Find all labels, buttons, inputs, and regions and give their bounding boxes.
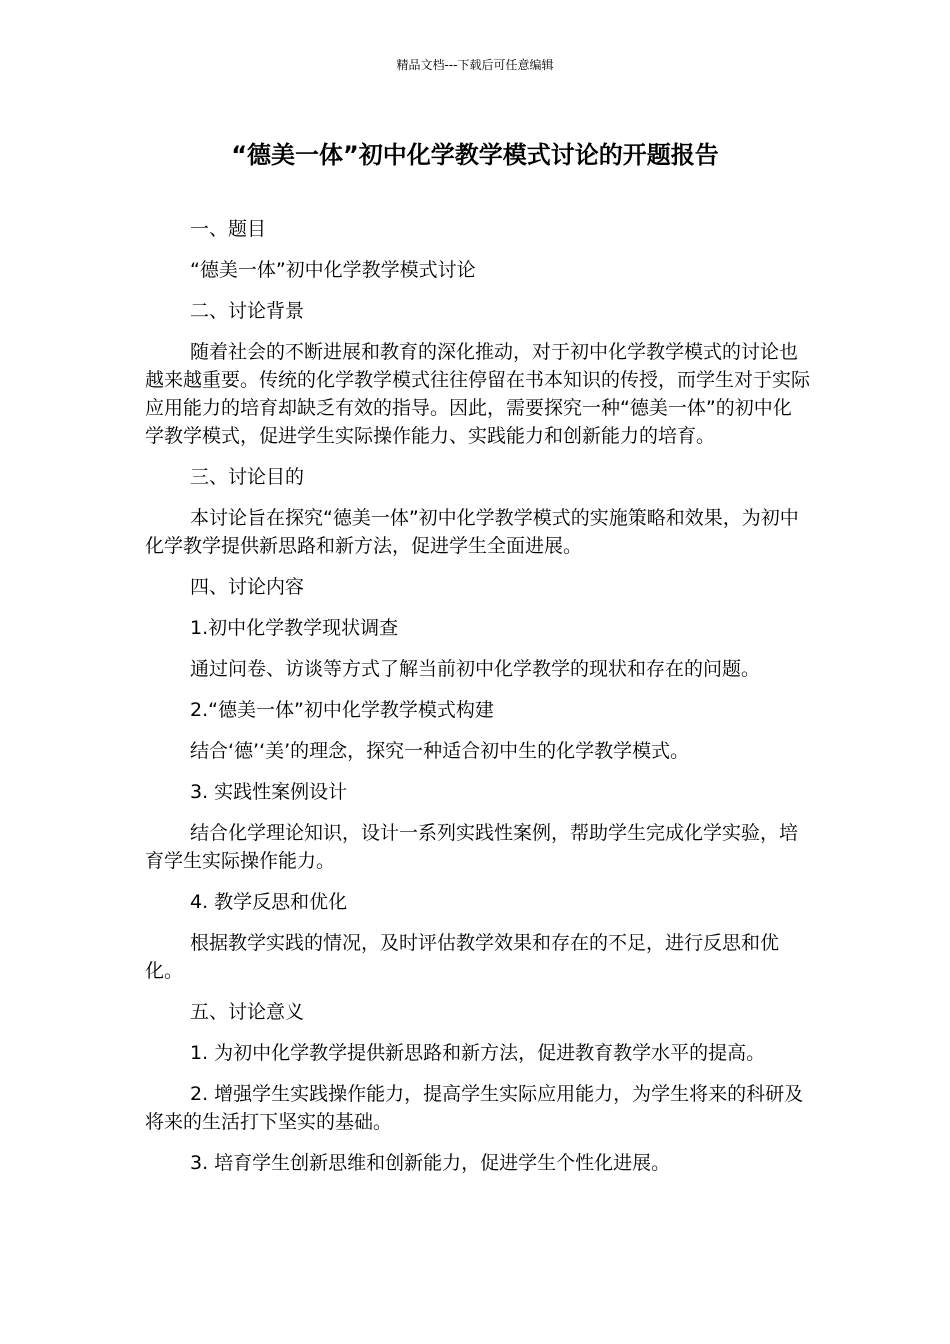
significance-item-3: 3. 培育学生创新思维和创新能力，促进学生个性化进展。 (190, 1152, 671, 1174)
background-text: 随着社会的不断进展和教育的深化推动，对于初中化学教学模式的讨论也越来越重要。传统的化学教学模式往往停留在书本知识的传授，而学生对于实际应用能力的培育却缺乏有效的指导。因此，需要探究一种“德美一体”的初中化学教学模式，促进学生实际操作能力、实践能力和创新能力的培育。 (145, 341, 811, 447)
document-title: “德美一体”初中化学教学模式讨论的开题报告 (231, 141, 719, 169)
content-item-3-heading: 3. 实践性案例设计 (190, 781, 348, 803)
purpose-text: 本讨论旨在探究“德美一体”初中化学教学模式的实施策略和效果，为初中化学教学提供新思路和新方法，促进学生全面进展。 (145, 507, 799, 557)
content-item-4-text: 根据教学实践的情况，及时评估教学效果和存在的不足，进行反思和优化。 (145, 932, 780, 982)
section-heading-topic: 一、题目 (190, 218, 267, 240)
topic-text: “德美一体”初中化学教学模式讨论 (190, 259, 476, 281)
content-item-2-heading: 2.“德美一体”初中化学教学模式构建 (190, 699, 494, 721)
section-heading-background: 二、讨论背景 (190, 300, 305, 322)
section-heading-purpose: 三、讨论目的 (190, 466, 305, 488)
content-item-1-text: 通过问卷、访谈等方式了解当前初中化学教学的现状和存在的问题。 (190, 658, 761, 680)
section-heading-significance: 五、讨论意义 (190, 1001, 305, 1023)
content-item-4-heading: 4. 教学反思和优化 (190, 891, 348, 913)
content-item-3-text: 结合化学理论知识，设计一系列实践性案例，帮助学生完成化学实验，培育学生实际操作能力。 (145, 822, 799, 872)
section-heading-content: 四、讨论内容 (190, 576, 305, 598)
significance-item-2: 2. 增强学生实践操作能力，提高学生实际应用能力，为学生将来的科研及将来的生活打下坚实的基础。 (145, 1083, 804, 1133)
document-body (145, 215, 810, 1190)
significance-item-1: 1. 为初中化学教学提供新思路和新方法，促进教育教学水平的提高。 (190, 1042, 766, 1064)
page-header-watermark: 精品文档---下载后可任意编辑 (396, 58, 554, 72)
content-item-2-text: 结合‘德’‘美’的理念，探究一种适合初中生的化学教学模式。 (190, 740, 690, 762)
content-item-1-heading: 1.初中化学教学现状调查 (190, 617, 399, 639)
